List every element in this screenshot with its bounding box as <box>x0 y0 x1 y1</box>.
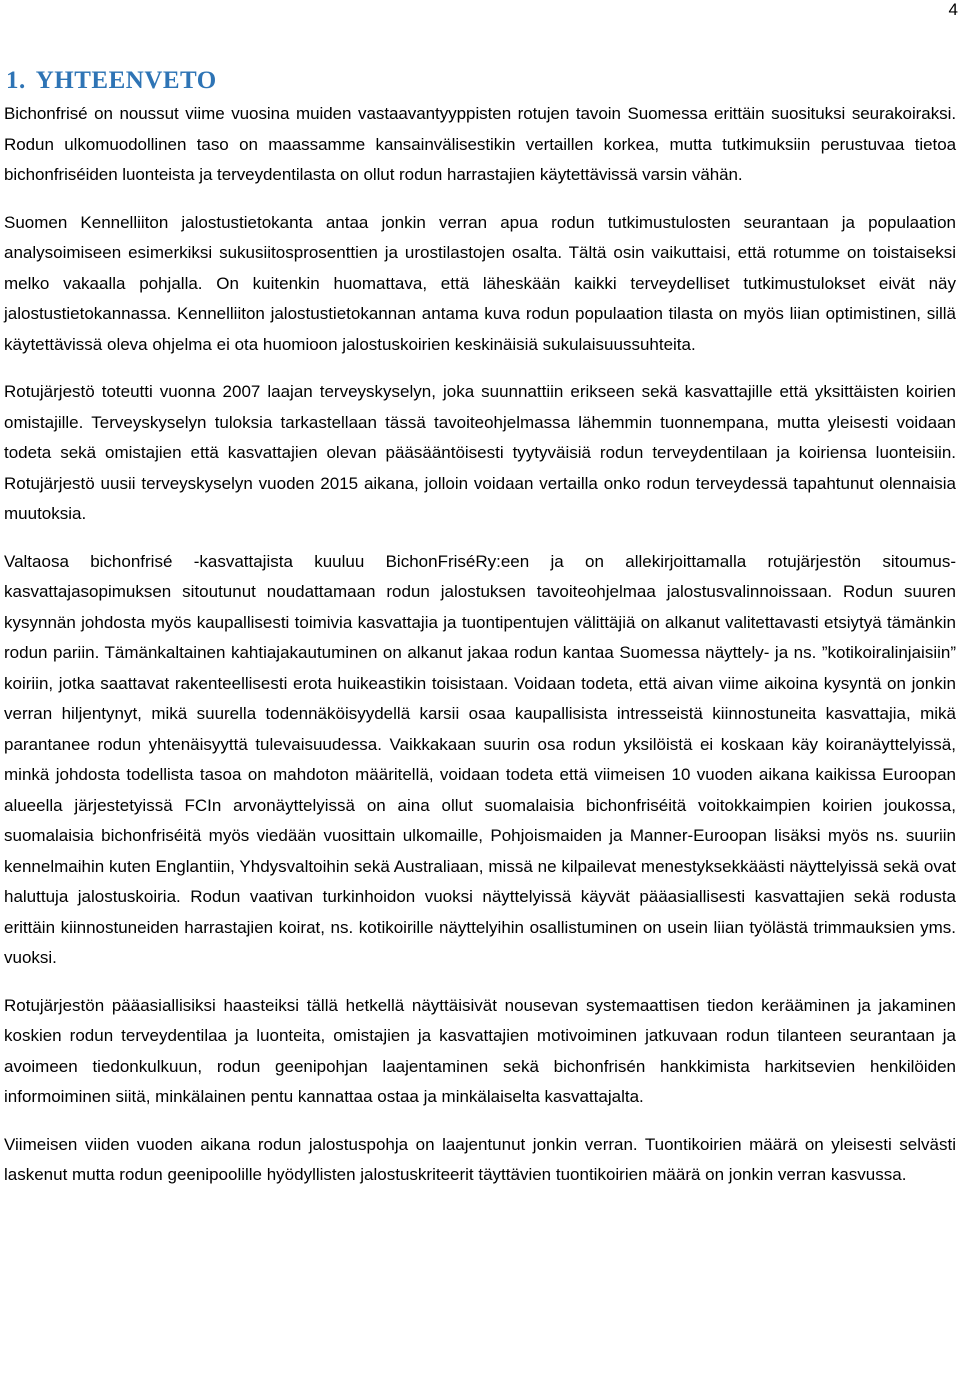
section-number: 1. <box>6 67 26 94</box>
paragraph-breeders: Valtaosa bichonfrisé -kasvattajista kuuluu BichonFriséRy:een ja on allekirjoittamalla rotujärjestön sitoumus-kasvattajasopimuksen sitoutunut noudattamaan rodun jalostuksen tavoiteohjelmaa jalostusvalinnoissaan. Rodun suuren kysynnän johdosta myös kaupallisesti toimivia kasvattajia ja tuontipentujen välittäjiä on alkanut valitettavasti etsiytyä tämänkin rodun pariin. Tämänkaltainen kahtiajakautuminen on alkanut jakaa rodun kantaa Suomessa näyttely- ja ns. ”kotikoiralinjaisiin” koiriin, jotka saattavat rakenteellisesti erota huikeastikin toisistaan. Voidaan todeta, että aivan viime aikoina kysyntä on jonkin verran hiljentynyt, mikä suurella todennäköisyydellä karsii osaa kaupallisista intresseistä kiinnostuneita kasvattajia, mikä parantanee rodun yhtenäisyyttä tulevaisuudessa. Vaikkakaan suurin osa rodun yksilöistä ei koskaan käy koiranäyttelyissä, minkä johdosta todellista tasoa on mahdoton määritellä, voidaan todeta että viimeisen 10 vuoden aikana kaikissa Euroopan alueella järjestetyissä FCIn arvonäyttelyissä on aina ollut suomalaisia bichonfriséitä voitokkaimpien koirien joukossa, suomalaisia bichonfriséitä myös viedään vuosittain ulkomaille, Pohjoismaiden ja Manner-Euroopan lisäksi myös ns. suuriin kennelmaihin kuten Englantiin, Yhdysvaltoihin sekä Australiaan, missä ne kilpailevat menestyksekkäästi näyttelyissä sekä ovat haluttuja jalostuskoiria. Rodun vaativan turkinhoidon vuoksi näyttelyissä käyvät pääasiallisesti kasvattajien sekä rodusta erittäin kiinnostuneiden harrastajien koirat, ns. kotikoirille näyttelyihin osallistuminen on usein liian työlästä trimmauksien yms. vuoksi. <box>4 551 956 967</box>
paragraph-challenges: Rotujärjestön pääasiallisiksi haasteiksi tällä hetkellä näyttäisivät nousevan systemaattisen tiedon kerääminen ja jakaminen koskien rodun terveydentilaa ja luonteita, omistajien ja kasvattajien motivoiminen jatkuvaan rodun tilanteen seurantaan ja avoimeen tiedonkulkuun, rodun geenipohjan laajentaminen sekä bichonfrisén hankkimista harkitsevien henkilöiden informoiminen siitä, minkälainen pentu kannattaa ostaa ja minkälaiselta kasvattajalta. <box>4 995 956 1106</box>
paragraph-intro: Bichonfrisé on noussut viime vuosina muiden vastaavantyyppisten rotujen tavoin Suomessa erittäin suosituksi seurakoiraksi. Rodun ulkomuodollinen taso on maassamme kansainvälisestikin vertaillen korkea, mutta tutkimuksiin perustuvaa tietoa bichonfriséiden luonteista ja terveydentilasta on ollut rodun harrastajien käytettävissä varsin vähän. <box>4 104 956 184</box>
paragraph-kennel-database: Suomen Kennelliiton jalostustietokanta antaa jonkin verran apua rodun tutkimustulosten seurantaan ja populaation analysoimiseen esimerkiksi sukusiitosprosenttien ja urostilastojen osalta. Tältä osin vaikuttaisi, että rotumme on toistaiseksi melko vakaalla pohjalla. On kuitenkin huomattava, että läheskään kaikki terveydelliset tutkimustulokset eivät näy jalostustietokannassa. Kennelliiton jalostustietokannan antama kuva rodun populaation tilasta on myös liian optimistinen, sillä käytettävissä oleva ohjelma ei ota huomioon jalostuskoirien keskinäisiä sukulaisuussuhteita. <box>4 212 956 354</box>
page-number: 4 <box>948 0 958 19</box>
paragraph-breeding-base: Viimeisen viiden vuoden aikana rodun jalostuspohja on laajentunut jonkin verran. Tuontikoirien määrä on yleisesti selvästi laskenut mutta rodun geenipoolille hyödyllisten jalostuskriteerit täyttävien tuontikoirien määrä on jonkin verran kasvussa. <box>4 1134 956 1184</box>
body-text <box>4 99 956 1191</box>
section-heading <box>6 66 217 96</box>
paragraph-health-survey: Rotujärjestö toteutti vuonna 2007 laajan terveyskyselyn, joka suunnattiin erikseen sekä kasvattajille että yksittäisten koirien omistajille. Terveyskyselyn tuloksia tarkastellaan tässä tavoiteohjelmassa lähemmin tuonnempana, mutta yleisesti voidaan todeta sekä omistajien että kasvattajien olevan pääsääntöisesti tyytyväisiä rodun terveydentilaan ja koiriensa luonteisiin. Rotujärjestö uusii terveyskyselyn vuoden 2015 aikana, jolloin voidaan vertailla onko rodun terveydessä tapahtunut olennaisia muutoksia. <box>4 382 956 523</box>
section-title: YHTEENVETO <box>35 67 217 94</box>
